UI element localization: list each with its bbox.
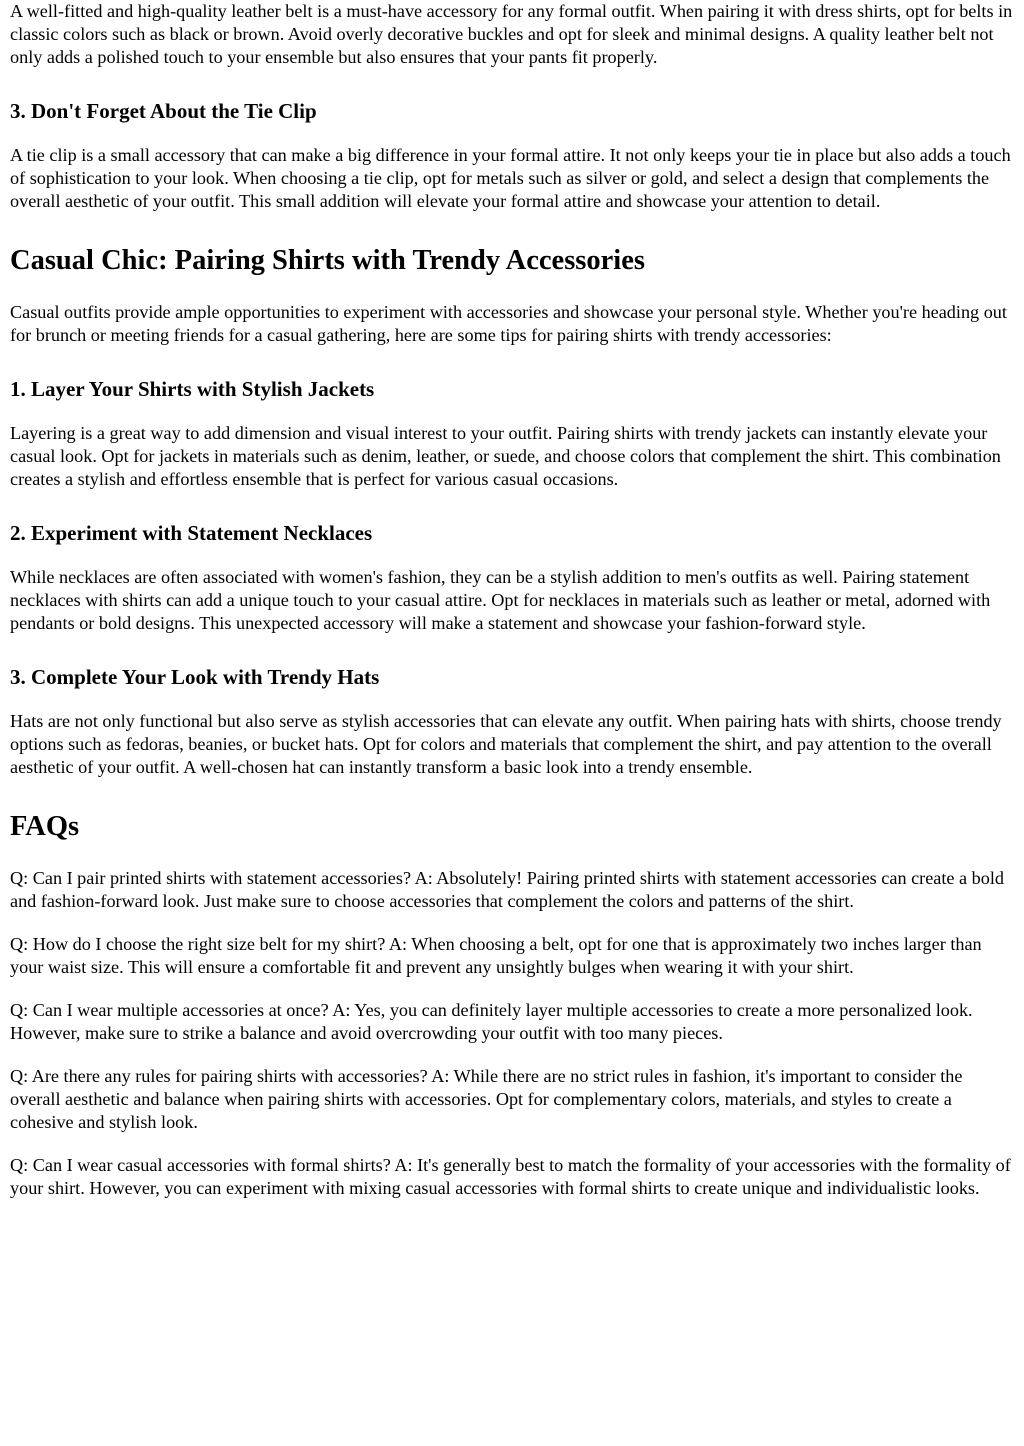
faq-item: Q: How do I choose the right size belt for my shirt? A: When choosing a belt, opt for one that is approximately two inches larger than your waist size. This will ensure a comfortable fit and prevent any unsightly bulges when wearing it with your shirt.: [10, 934, 982, 977]
hats-paragraph: Hats are not only functional but also serve as stylish accessories that can elevate any outfit. When pairing hats with shirts, choose trendy options such as fedoras, beanies, or bucket hats. Opt for colors and materials that complement the shirt, and pay attention to the overall aesthetic of your outfit. A well-chosen hat can instantly transform a basic look into a trendy ensemble.: [10, 711, 1002, 777]
casual-chic-heading: Casual Chic: Pairing Shirts with Trendy Accessories: [10, 245, 645, 276]
jackets-heading: 1. Layer Your Shirts with Stylish Jackets: [10, 377, 375, 401]
necklaces-paragraph: While necklaces are often associated with women's fashion, they can be a stylish addition to men's outfits as well. Pairing statement necklaces with shirts can add a unique touch to your casual attire. Opt for necklaces in materials such as leather or metal, adorned with pendants or bold designs. This unexpected accessory will make a statement and showcase your fashion-forward style.: [10, 567, 991, 633]
tie-clip-paragraph: A tie clip is a small accessory that can make a big difference in your formal attire. It not only keeps your tie in place but also adds a touch of sophistication to your look. When choosing a tie clip, opt for metals such as silver or gold, and select a design that complements the overall aesthetic of your outfit. This small addition will elevate your formal attire and showcase your attention to detail.: [10, 145, 1011, 211]
casual-intro-paragraph: Casual outfits provide ample opportunities to experiment with accessories and showcase your personal style. Whether you're heading out for brunch or meeting friends for a casual gathering, here are some tips for pairing shirts with trendy accessories:: [10, 302, 1007, 345]
hats-heading: 3. Complete Your Look with Trendy Hats: [10, 665, 380, 689]
faq-item: Q: Can I wear casual accessories with formal shirts? A: It's generally best to match the formality of your accessories with the formality of your shirt. However, you can experiment with mixing casual accessories with formal shirts to create unique and individualistic looks.: [10, 1155, 1011, 1198]
jackets-paragraph: Layering is a great way to add dimension and visual interest to your outfit. Pairing shirts with trendy jackets can instantly elevate your casual look. Opt for jackets in materials such as denim, leather, or suede, and choose colors that complement the shirt. This combination creates a stylish and effortless ensemble that is perfect for various casual occasions.: [10, 423, 1001, 489]
faq-item: Q: Are there any rules for pairing shirts with accessories? A: While there are no strict rules in fashion, it's important to consider the overall aesthetic and balance when pairing shirts with accessories. Opt for complementary colors, materials, and styles to create a cohesive and stylish look.: [10, 1066, 963, 1132]
necklaces-heading: 2. Experiment with Statement Necklaces: [10, 521, 373, 545]
faq-item: Q: Can I pair printed shirts with statement accessories? A: Absolutely! Pairing printed shirts with statement accessories can create a bold and fashion-forward look. Just make sure to choose accessories that complement the colors and patterns of the shirt.: [10, 868, 1004, 911]
faqs-heading: FAQs: [10, 811, 80, 842]
tie-clip-heading: 3. Don't Forget About the Tie Clip: [10, 99, 317, 123]
belt-paragraph: A well-fitted and high-quality leather belt is a must-have accessory for any formal outfit. When pairing it with dress shirts, opt for belts in classic colors such as black or brown. Avoid overly decorative buckles and opt for sleek and minimal designs. A quality leather belt not only adds a polished touch to your ensemble but also ensures that your pants fit properly.: [10, 1, 1013, 67]
faq-item: Q: Can I wear multiple accessories at once? A: Yes, you can definitely layer multiple accessories to create a more personalized look. However, make sure to strike a balance and avoid overcrowding your outfit with too many pieces.: [10, 1000, 973, 1043]
